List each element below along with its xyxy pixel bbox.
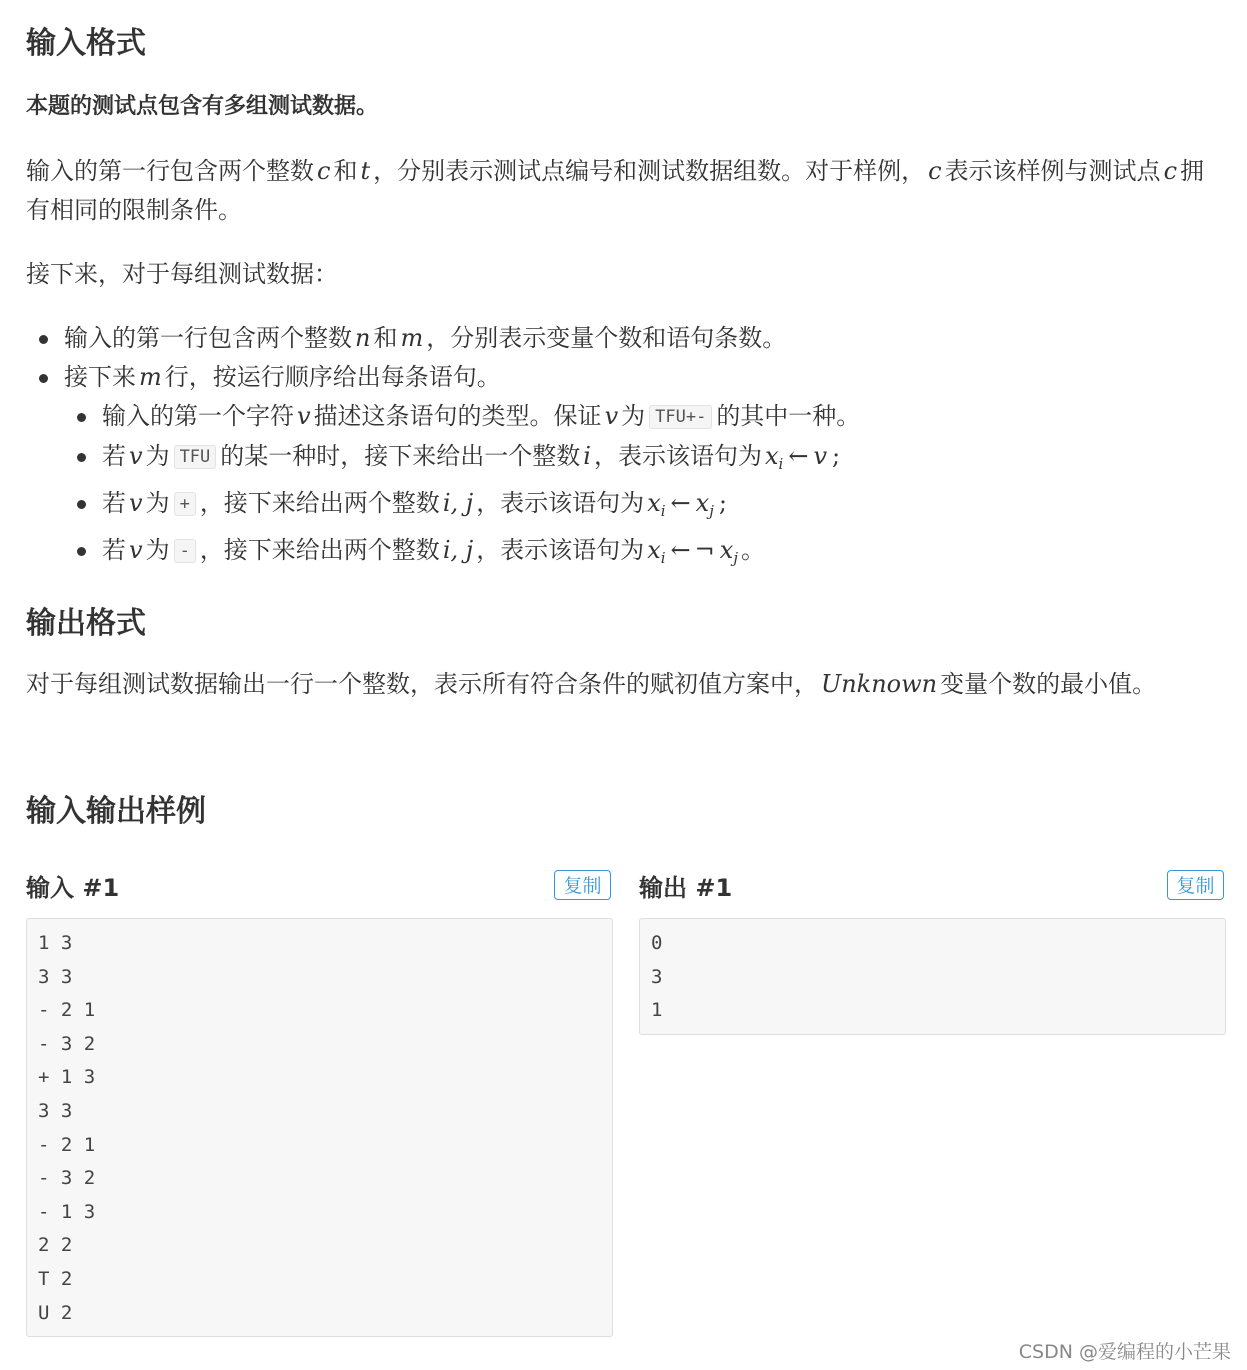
list-item: [26, 397, 1222, 437]
sample-output-label: 输出 #1: [639, 874, 733, 902]
sample-line: 1 3: [38, 932, 73, 954]
sample-line: 3 3: [38, 965, 73, 988]
math-expr: [762, 442, 786, 473]
punctuation: ;: [832, 442, 841, 470]
inline-code: TFU: [174, 445, 217, 469]
text: ，接下来给出两个整数: [199, 489, 440, 517]
sample-line: - 2 1: [38, 999, 96, 1022]
text: 若: [102, 489, 126, 517]
text: ，分别表示测试点编号和测试数据组数。对于样例，: [373, 157, 926, 185]
text: 为: [621, 402, 646, 430]
sample-output-box[interactable]: [639, 918, 1226, 1035]
punctuation: 。: [740, 536, 765, 564]
text: 和: [373, 324, 398, 352]
sample-output-lines: [651, 927, 1214, 1028]
text: ，表示该语句为: [476, 489, 645, 517]
input-format-paragraph: [26, 152, 1222, 230]
assign-arrow: ←: [788, 442, 809, 470]
list-item: [26, 531, 1222, 578]
text: 为: [145, 489, 170, 517]
text: 输入的第一行包含两个整数: [64, 324, 352, 352]
list-item: [26, 437, 1222, 484]
sample-input-box[interactable]: [26, 918, 613, 1337]
text: 行，按运行顺序给出每条语句。: [164, 363, 501, 391]
math-var: x: [719, 536, 734, 564]
math-var: t: [360, 157, 371, 185]
bullet-icon: [77, 547, 86, 556]
math-subscript: i: [778, 455, 784, 473]
assign-arrow: ←: [670, 489, 691, 517]
text: 描述这条语句的类型。保证: [313, 402, 602, 430]
output-format-heading: 输出格式: [26, 606, 146, 641]
text: ，表示该语句为: [593, 442, 762, 470]
text: 和: [333, 157, 358, 185]
text: 表示该样例与测试点: [944, 157, 1161, 185]
output-format-paragraph: [26, 665, 1222, 704]
sample-input-label: 输入 #1: [26, 874, 120, 902]
csdn-watermark: CSDN @爱编程的小芒果: [1018, 1341, 1231, 1363]
multi-testcase-note: 本题的测试点包含有多组测试数据。: [26, 94, 379, 119]
math-var: Unknown: [821, 670, 938, 698]
math-var: x: [764, 442, 779, 470]
math-expr: [693, 489, 717, 520]
text: 为: [145, 536, 170, 564]
math-var: i: [583, 442, 591, 470]
samples-heading: 输入输出样例: [26, 794, 206, 829]
sample-line: T 2: [38, 1267, 73, 1290]
math-var: x: [647, 489, 661, 517]
text: 接下来: [64, 363, 136, 391]
math-var: n: [355, 324, 371, 352]
math-var: c: [317, 157, 331, 185]
copy-output-button[interactable]: 复制: [1167, 870, 1224, 900]
input-format-heading: 输入格式: [26, 26, 146, 61]
math-expr: [717, 536, 741, 567]
sample-line: - 1 3: [38, 1200, 96, 1223]
bullet-icon: [77, 413, 86, 422]
list-item: [26, 484, 1222, 531]
math-var: x: [695, 489, 710, 517]
math-var: v: [604, 402, 619, 430]
math-subscript: j: [709, 502, 714, 520]
math-var: m: [400, 324, 424, 352]
math-var: i, j: [442, 489, 474, 517]
math-var: m: [139, 363, 162, 391]
inline-code: +: [174, 492, 196, 516]
math-subscript: j: [733, 549, 738, 567]
math-expr: [644, 536, 668, 567]
bullet-icon: [39, 374, 48, 383]
math-var: v: [129, 442, 143, 470]
text: 对于每组测试数据输出一行一个整数，表示所有符合条件的赋初值方案中，: [26, 670, 818, 698]
text: ，表示该语句为: [476, 536, 645, 564]
assign-arrow: ←: [670, 536, 691, 564]
text: 的其中一种。: [716, 402, 861, 430]
math-var: c: [1163, 157, 1178, 185]
text: 输入的第一行包含两个整数: [26, 157, 314, 185]
bullet-icon: [39, 335, 48, 344]
punctuation: ;: [718, 489, 727, 517]
text: 变量个数的最小值。: [940, 670, 1157, 698]
bullet-icon: [77, 453, 86, 462]
sample-line: - 2 1: [38, 1133, 96, 1156]
math-var: c: [928, 157, 942, 185]
text: ，分别表示变量个数和语句条数。: [426, 324, 787, 352]
inline-code: TFU+-: [649, 405, 712, 429]
list-item: [26, 319, 1222, 358]
copy-input-button[interactable]: 复制: [554, 870, 611, 900]
math-var: v: [813, 442, 827, 470]
negation-symbol: ¬: [694, 536, 715, 564]
text: 拥有相同的限制条件。: [26, 157, 1205, 224]
list-item: [26, 358, 1222, 397]
text: 若: [102, 442, 126, 470]
sample-line: 0: [651, 932, 663, 954]
sample-line: - 3 2: [38, 1032, 96, 1055]
math-var: x: [647, 536, 661, 564]
math-expr: [644, 489, 668, 520]
text: ，接下来给出两个整数: [199, 536, 440, 564]
sample-line: 3 3: [38, 1099, 73, 1122]
inline-code: -: [174, 539, 196, 563]
bullet-icon: [77, 500, 86, 509]
text: 为: [145, 442, 170, 470]
sample-line: U 2: [38, 1301, 73, 1324]
math-subscript: i: [660, 549, 666, 567]
sample-line: + 1 3: [38, 1066, 96, 1089]
text: 若: [102, 536, 126, 564]
math-var: i, j: [442, 536, 474, 564]
sample-line: 3: [651, 965, 663, 988]
math-var: v: [129, 489, 143, 517]
math-var: v: [129, 536, 143, 564]
sample-line: 1: [651, 999, 663, 1022]
sample-input-lines: [38, 927, 601, 1330]
sample-line: 2 2: [38, 1234, 73, 1257]
text: 的某一种时，接下来给出一个整数: [220, 442, 581, 470]
text: 输入的第一个字符: [102, 402, 294, 430]
math-subscript: i: [660, 502, 666, 520]
math-var: v: [297, 402, 311, 430]
sample-line: - 3 2: [38, 1167, 96, 1190]
per-testcase-intro: 接下来，对于每组测试数据：: [26, 260, 338, 288]
input-format-list: [26, 319, 1222, 578]
